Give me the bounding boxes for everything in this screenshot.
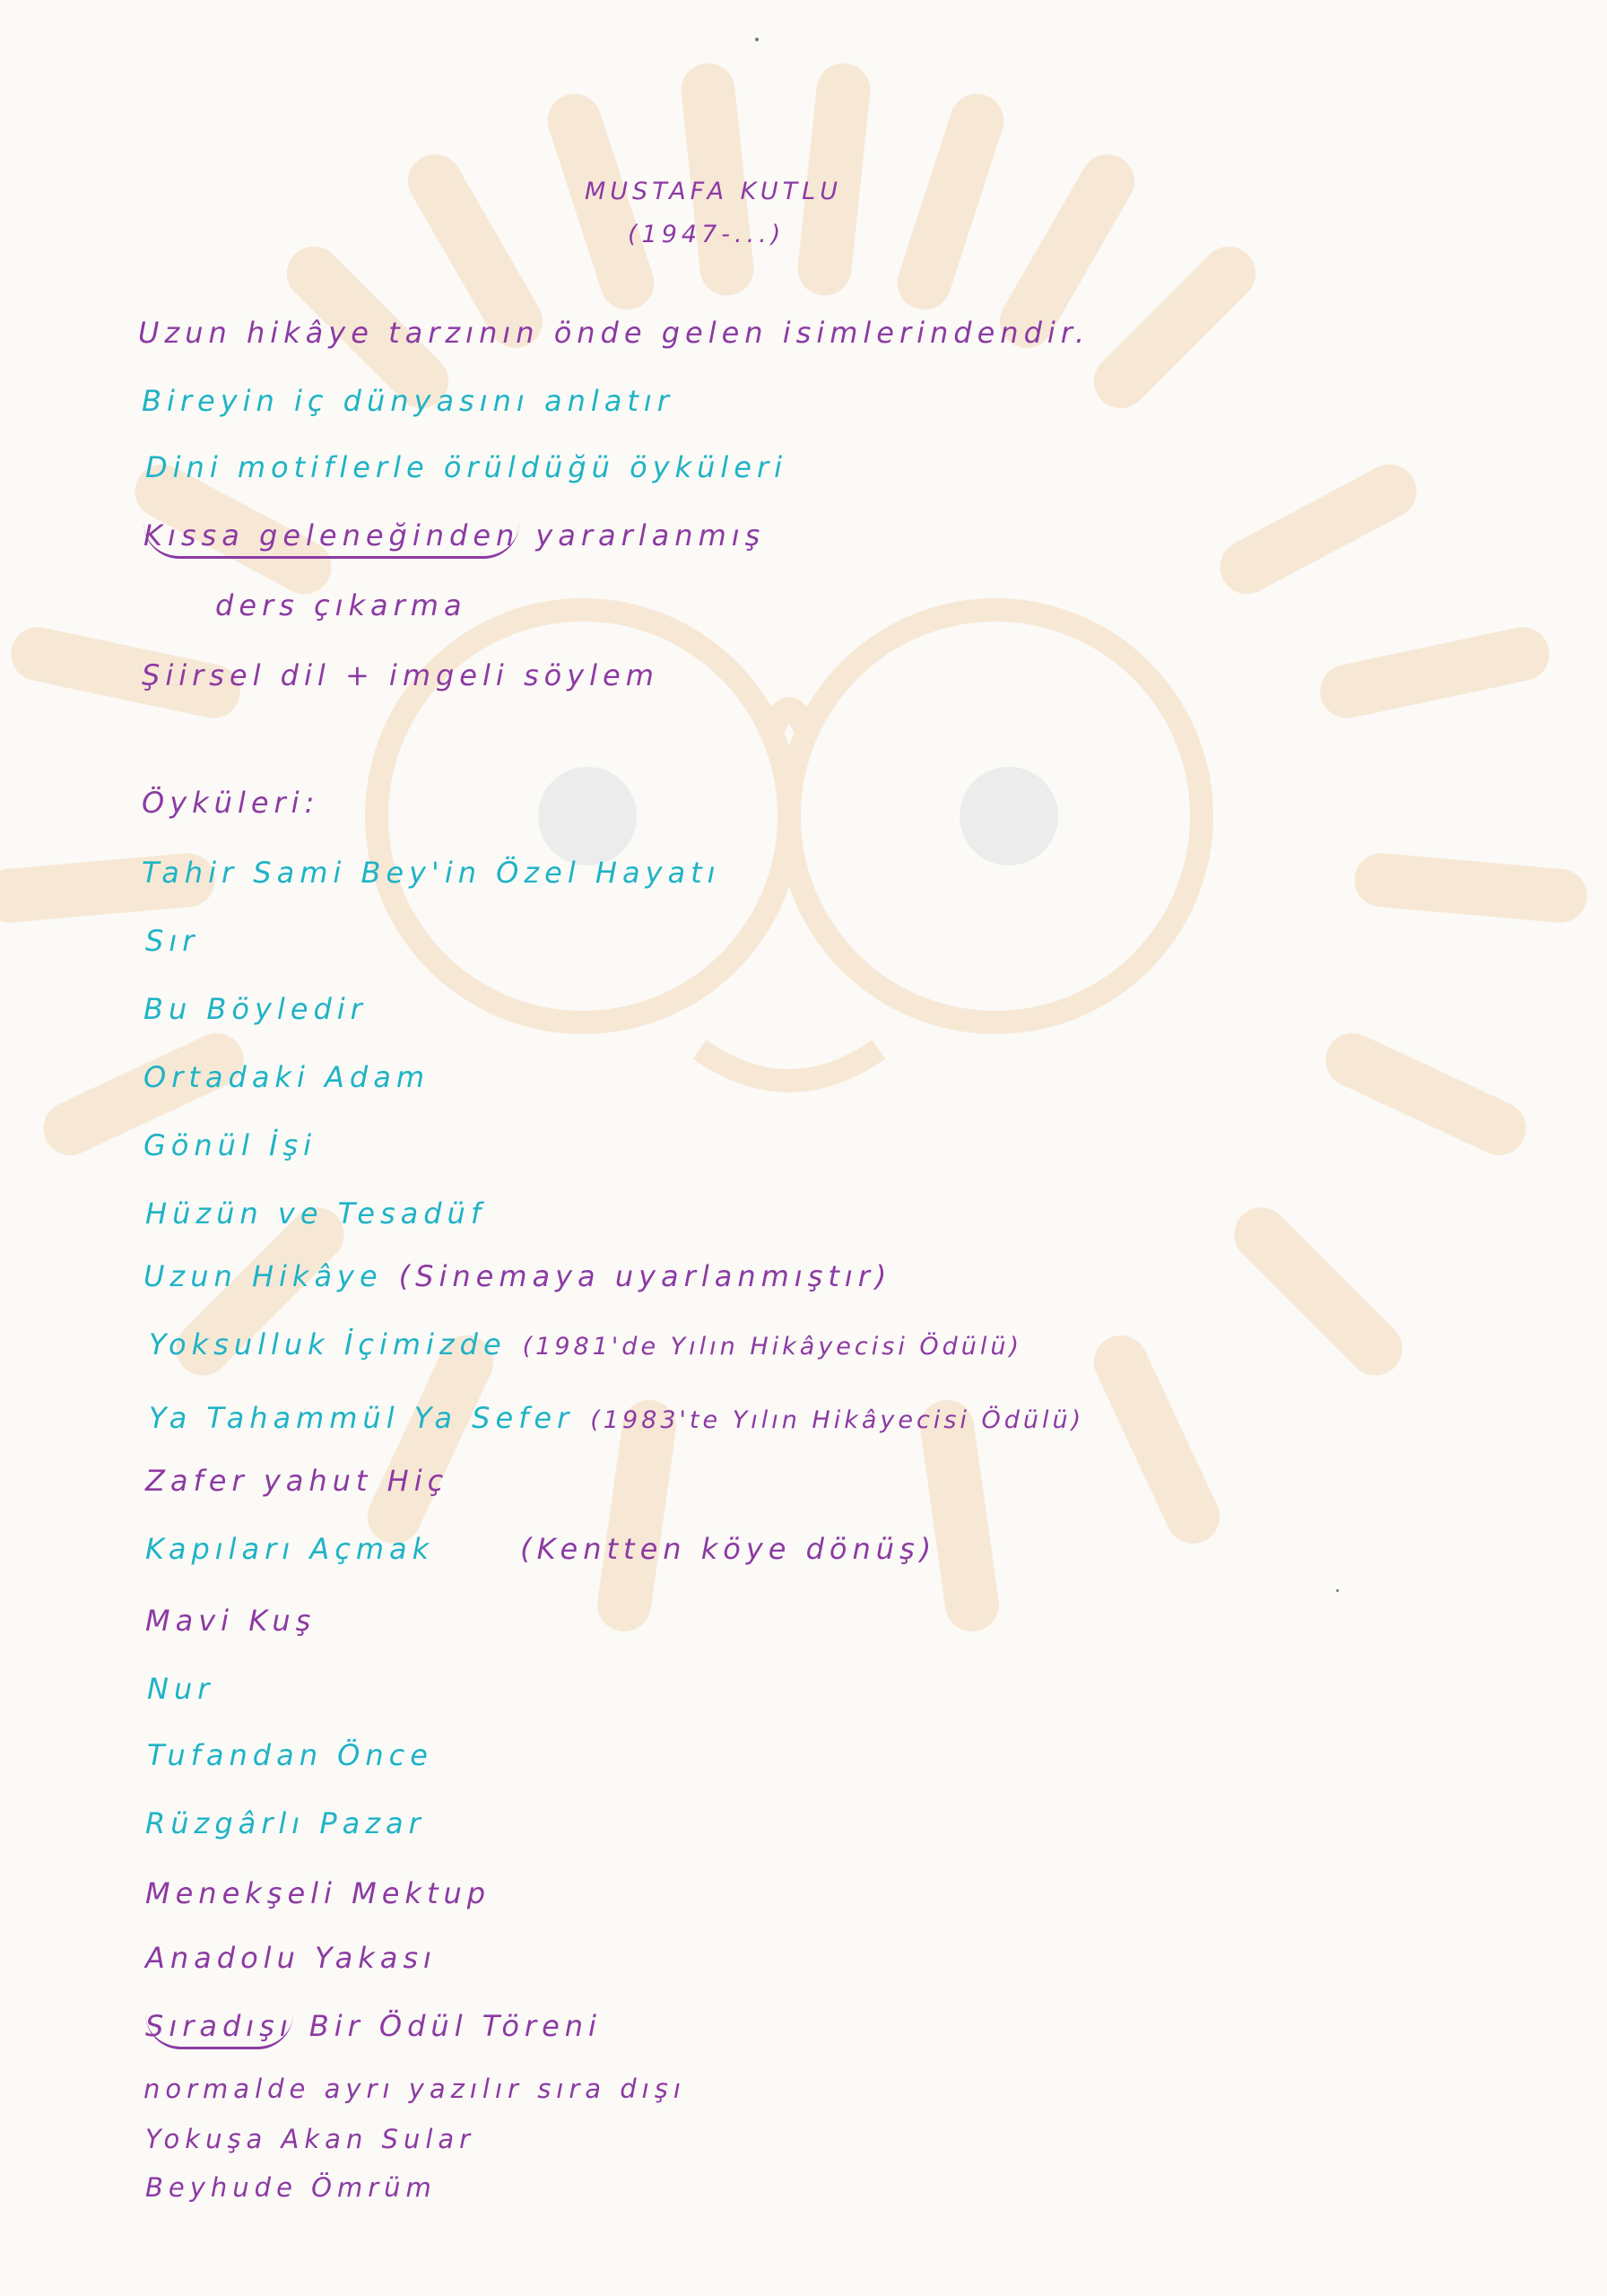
watermark-eye-left (538, 767, 637, 865)
story-item: Hüzün ve Tesadüf (145, 1196, 487, 1231)
story-item: Menekşeli Mektup (145, 1876, 491, 1910)
watermark-ray (890, 87, 1011, 317)
story-note: (1981'de Yılın Hikâyecisi Ödülü) (522, 1333, 1023, 1361)
ink-speck (1336, 1589, 1339, 1592)
watermark-smile (699, 1049, 879, 1081)
feature-line: Uzun hikâye tarzının önde gelen isimlerindendir. (138, 316, 1090, 350)
story-item: Tahir Sami Bey'in Özel Hayatı (142, 856, 721, 890)
watermark-ray (1223, 1196, 1413, 1387)
story-title: Yoksulluk İçimizde (149, 1327, 507, 1361)
feature-line: Dini motiflerle örüldüğü öyküleri (145, 450, 788, 484)
story-title: Kapıları Açmak (145, 1532, 435, 1566)
author-years: (1947-...) (628, 221, 786, 248)
story-item: Gönül İşi (143, 1128, 317, 1162)
spelling-note: normalde ayrı yazılır sıra dışı (143, 2074, 686, 2104)
watermark-glasses-bridge (771, 709, 807, 735)
story-item: Ortadaki Adam (143, 1060, 430, 1094)
feature-line: Şiirsel dil + imgeli söylem (142, 658, 659, 692)
watermark-ray (1085, 1326, 1229, 1552)
story-item (145, 2009, 602, 2043)
underlined-phrase: Sıradışı (145, 2009, 293, 2049)
story-item: Anadolu Yakası (145, 1941, 437, 1975)
story-item (145, 1532, 936, 1566)
story-item (149, 1327, 1022, 1361)
story-item: Sır (145, 924, 200, 958)
story-item (149, 1401, 1084, 1435)
watermark-ray (1082, 235, 1266, 419)
story-item: Mavi Kuş (145, 1604, 317, 1638)
story-title: Uzun Hikâye (143, 1259, 383, 1293)
stories-heading: Öyküleri: (142, 786, 320, 820)
phrase-rest: Bir Ödül Töreni (308, 2009, 602, 2043)
author-name: MUSTAFA KUTLU (585, 178, 842, 205)
story-item: Rüzgârlı Pazar (145, 1806, 426, 1840)
phrase-rest: yararlanmış (535, 518, 766, 552)
story-item: Zafer yahut Hiç (145, 1464, 449, 1498)
story-note: (Kentten köye dönüş) (520, 1532, 937, 1566)
underlined-phrase: Kıssa geleneğinden (143, 518, 519, 559)
feature-line: ders çıkarma (215, 588, 467, 622)
ink-speck (755, 38, 759, 41)
watermark-ray (1317, 1024, 1535, 1164)
story-item (143, 1259, 891, 1293)
feature-line (143, 518, 765, 552)
watermark-ray (1211, 455, 1426, 604)
feature-line: Bireyin iç dünyasını anlatır (142, 384, 674, 418)
story-item: Nur (147, 1672, 215, 1706)
story-note: (1983'te Yılın Hikâyecisi Ödülü) (590, 1406, 1085, 1434)
story-item: Beyhude Ömrüm (145, 2172, 437, 2203)
story-title: Ya Tahammül Ya Sefer (149, 1401, 575, 1435)
story-item: Yokuşa Akan Sular (145, 2124, 476, 2154)
story-note: (Sinemaya uyarlanmıştır) (398, 1259, 892, 1293)
watermark-ray (1352, 851, 1589, 925)
story-item: Bu Böyledir (143, 992, 368, 1026)
story-item: Tufandan Önce (147, 1738, 433, 1772)
watermark-eye-right (960, 767, 1058, 865)
watermark-ray (1316, 622, 1555, 724)
